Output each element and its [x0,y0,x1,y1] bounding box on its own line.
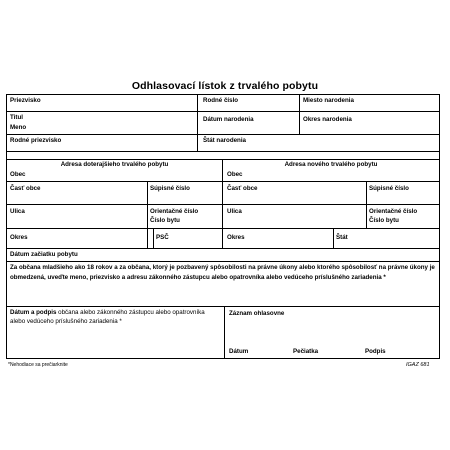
old-district-label: Okres [10,234,28,241]
old-municipality-label: Obec [10,171,26,178]
new-street-number-label: Orientačné číslo [369,208,418,215]
registration-form [6,94,440,359]
old-apartment-number-label: Číslo bytu [150,217,180,224]
office-record-stamp-label: Pečiatka [293,348,319,355]
birthplace-label: Miesto narodenia [303,97,354,104]
office-record-signature-label: Podpis [365,348,386,355]
office-record-date-label: Dátum [229,348,249,355]
maiden-name-label: Rodné priezvisko [10,137,62,144]
form-code: IGAZ 681 [406,362,430,368]
title-label: Titul [10,114,23,121]
old-street-number-label: Orientačné číslo [150,208,199,215]
surname-label: Priezvisko [10,97,41,104]
signature-field[interactable] [10,309,218,326]
new-municipality-label: Obec [227,171,243,178]
birth-number-label: Rodné číslo [203,97,239,104]
first-name-label: Meno [10,124,27,131]
old-address-header: Adresa doterajšieho trvalého pobytu [60,161,169,168]
new-district-label: Okres [227,234,245,241]
old-postal-code-label: PSČ [156,234,169,241]
birth-date-label: Dátum narodenia [203,116,254,123]
office-record-label: Záznam ohlasovne [229,310,285,317]
old-municipality-part-label: Časť obce [10,185,41,192]
residence-start-date-label: Dátum začiatku pobytu [10,251,78,258]
footnote: *Nehodiace sa prečiarknite [8,362,68,368]
new-state-label: Štát [336,234,348,241]
old-registry-number-label: Súpisné číslo [150,185,190,192]
birth-district-label: Okres narodenia [303,116,352,123]
new-address-header: Adresa nového trvalého pobytu [284,161,378,168]
signature-label: Dátum a podpis [10,309,57,316]
new-street-label: Ulica [227,208,242,215]
guardian-notice[interactable]: Za občana mladšieho ako 18 rokov a za občana, ktorý je pozbavený spôsobilosti na právne úkony alebo ktorého spôsobilosť na právne úkony je obmedzená, uveďte meno, priezvisko a adresu zákonného zástupcu alebo opatrovníka alebo vedúceho príslušného zariadenia * [10,264,435,281]
form-title: Odhlasovací lístok z trvalého pobytu [131,80,319,92]
birth-state-label: Štát narodenia [203,137,246,144]
new-apartment-number-label: Číslo bytu [369,217,399,224]
new-registry-number-label: Súpisné číslo [369,185,409,192]
signature-text: občana alebo zákonného zástupcu alebo opatrovníka alebo vedúceho príslušného zariadenia * [10,309,205,325]
new-municipality-part-label: Časť obce [227,185,258,192]
old-street-label: Ulica [10,208,25,215]
